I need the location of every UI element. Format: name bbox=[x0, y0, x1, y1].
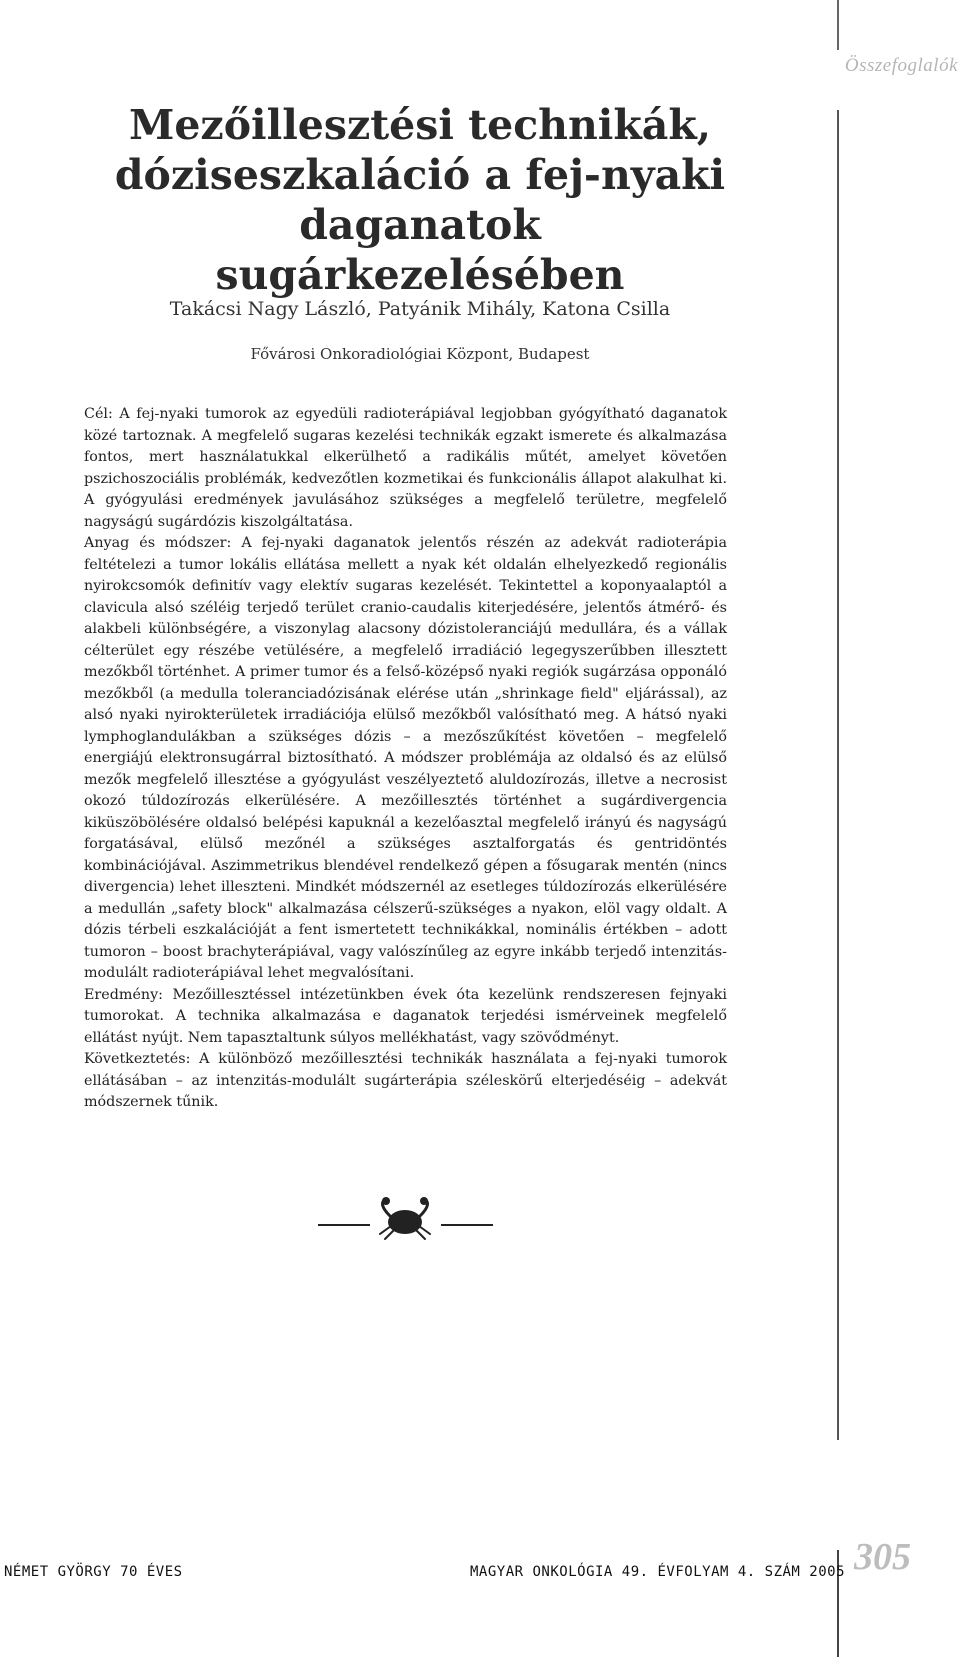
article-title bbox=[0, 100, 840, 300]
abstract-paragraph-conclusion: Következtetés: A különböző mezőillesztési technikák használata a fej-nyaki tumorok ellátásában – az intenzitás-modulált sugárterápia széleskörű elterjedéséig – adekvát módszernek tűnik. bbox=[84, 1051, 727, 1110]
title-line: dóziseszkaláció a fej-nyaki daganatok bbox=[114, 151, 726, 249]
title-line: sugárkezelésében bbox=[215, 251, 625, 299]
affiliation: Fővárosi Onkoradiológiai Központ, Budapest bbox=[250, 345, 590, 363]
page-number: 305 bbox=[854, 1536, 911, 1578]
crab-icon bbox=[318, 1196, 493, 1242]
abstract-paragraph-results: Eredmény: Mezőillesztéssel intézetünkben évek óta kezelünk rendszeresen fejnyaki tumorokat. A technika alkalmazása e daganatok terjedési ismérveinek megfelelő ellátást nyújt. Nem tapasztaltunk súlyos mellékhatást, vagy szövődményt. bbox=[84, 986, 727, 1046]
abstract-paragraph-methods: Anyag és módszer: A fej-nyaki daganatok jelentős részén az adekvát radioterápia feltételezi a tumor lokális ellátása mellett a nyak két oldalán elhelyezkedő regionális nyirokcsomók definitív vagy elektív sugaras kezelését. Tekintettel a koponyaalaptól a clavicula alsó széléig terjedő terület cranio-caudalis kiterjedésére, jelentős átmérő- és alakbeli különbségére, a viszonylag alacsony dózistoleranciájú medullára, és a vállak célterület egy részébe vetülésére, a megfelelő irradiáció legegyszerűbben illesztett mezőkből történhet. A primer tumor és a felső-középső nyaki regiók sugárzása opponáló mezőkből (a medulla toleranciadózisának elérése után „shrinkage field" eljárással), az alsó nyaki nyirokterületek irradiációja elülső mezőkből valósítható meg. A hátsó nyaki lymphoglandulákban a szükséges dózis – a mezőszűkítést követően – megfelelő energiájú elektronsugárral biztosítható. A módszer problémája az oldalsó és az elülső mezők megfelelő illesztése a gyógyulást veszélyeztető aluldozírozás, illetve a necrosist okozó túldozírozás elkerülésére. A mezőillesztés történhet a sugárdivergencia kiküszöbölésére oldalsó belépési kapuknál a kezelőasztal megfelelő irányú és nagyságú forgatásával, elülső mezőnél a szükséges asztalforgatás és gentridöntés kombinációjával. Aszimmetrikus blendével rendelkező gépen a fősugarak mentén (nincs divergencia) lehet illeszteni. Mindkét módszernél az esetleges túldozírozás elkerülésére a medullán „safety block" alkalmazása célszerű-szükséges a nyakon, elöl vagy oldalt. A dózis térbeli eszkalációját a fent ismertetett technikákkal, nominális értékben – adott tumoron – boost brachyterápiával, vagy valószínűleg az egyre inkább terjedő intenzitás-modulált radioterápiával lehet megvalósítani. bbox=[84, 535, 727, 981]
section-label: Összefoglalók bbox=[844, 55, 958, 76]
title-line: Mezőillesztési technikák, bbox=[128, 101, 712, 149]
abstract-paragraph-objective: Cél: A fej-nyaki tumorok az egyedüli radioterápiával legjobban gyógyítható daganatok közé tartoznak. A megfelelő sugaras kezelési technikák egzakt ismerete és alkalmazása fontos, mert használatukkal elkerülhető a radikális műtét, amelyet követően pszichoszociális problémák, kedvezőtlen kozmetikai és funkcionális állapot alakulhat ki. A gyógyulási eredmények javulásához szükséges a megfelelő területre, megfelelő nagyságú sugárdózis kiszolgáltatása. bbox=[84, 406, 727, 530]
margin-rule-top bbox=[837, 0, 839, 50]
section-ornament bbox=[318, 1196, 493, 1242]
footer-journal-info: MAGYAR ONKOLÓGIA 49. ÉVFOLYAM 4. SZÁM 2005 bbox=[470, 1564, 846, 1580]
authors: Takácsi Nagy László, Patyánik Mihály, Katona Csilla bbox=[169, 298, 671, 320]
abstract-body bbox=[84, 404, 727, 1114]
footer-issue-note: NÉMET GYÖRGY 70 ÉVES bbox=[4, 1564, 183, 1580]
